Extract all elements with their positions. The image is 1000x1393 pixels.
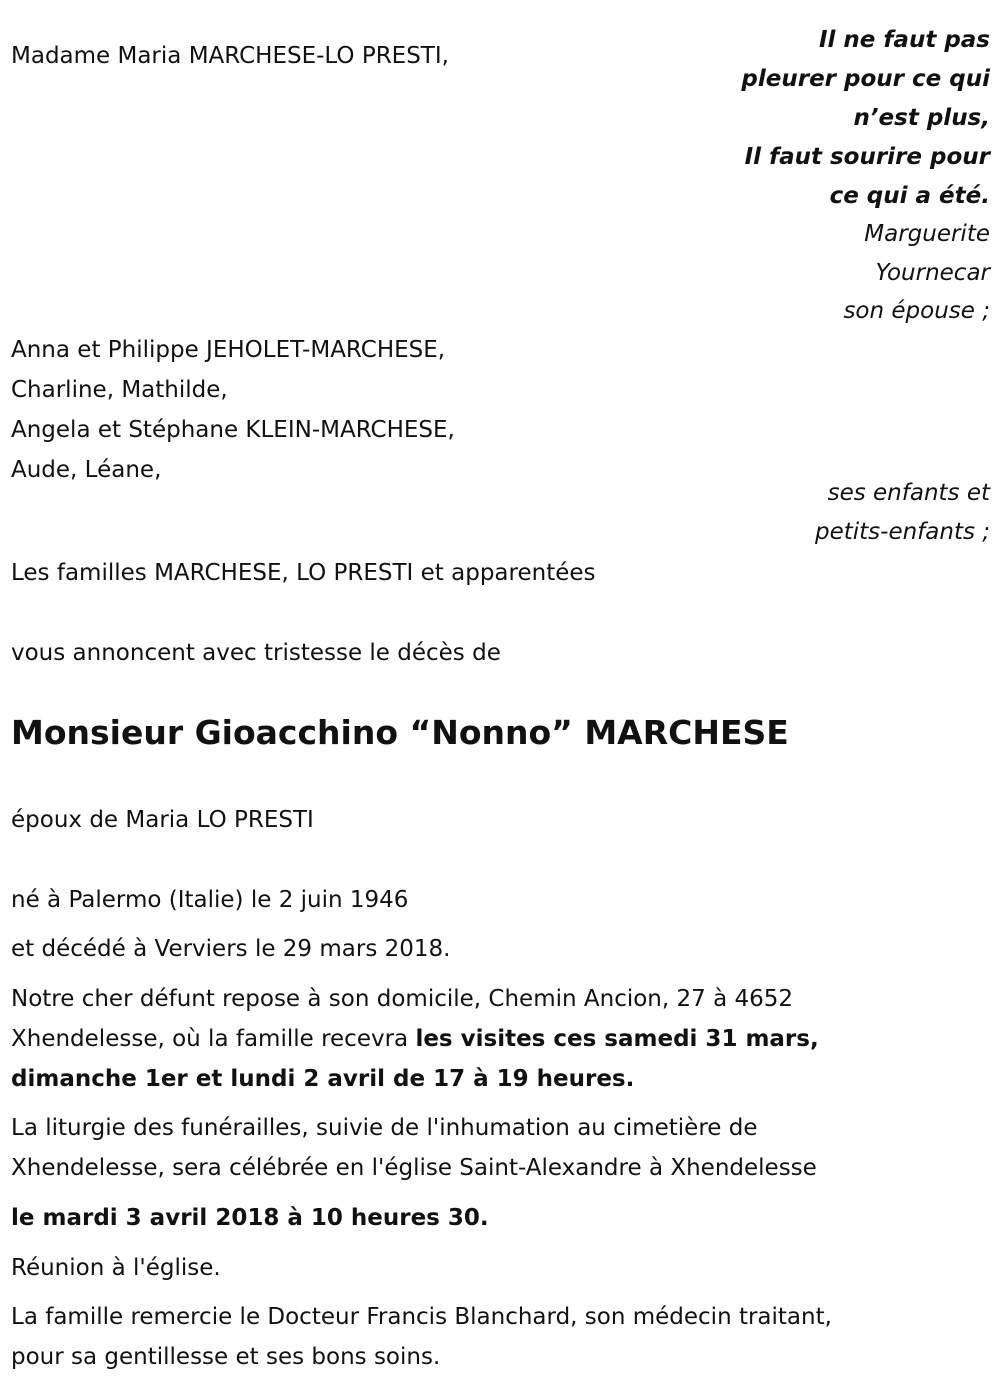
- liturgy-line: Xhendelesse, sera célébrée en l'église Saint-Alexandre à Xhendelesse: [11, 1155, 817, 1181]
- child-line: Aude, Léane,: [11, 457, 162, 483]
- spouse-relation: son épouse ;: [843, 298, 990, 324]
- visits-text: Xhendelesse, où la famille recevra: [11, 1026, 416, 1052]
- liturgy-date: le mardi 3 avril 2018 à 10 heures 30.: [11, 1205, 489, 1231]
- quote-line: Il faut sourire pour: [744, 144, 990, 170]
- child-line: Anna et Philippe JEHOLET-MARCHESE,: [11, 337, 446, 363]
- announcement: vous annoncent avec tristesse le décès de: [11, 640, 501, 666]
- visits-line: dimanche 1er et lundi 2 avril de 17 à 19 heures.: [11, 1066, 635, 1092]
- thanks-line: pour sa gentillesse et ses bons soins.: [11, 1344, 441, 1370]
- deceased-name: Monsieur Gioacchino “Nonno” MARCHESE: [11, 713, 789, 752]
- spouse-name: Madame Maria MARCHESE-LO PRESTI,: [11, 43, 449, 69]
- meeting: Réunion à l'église.: [11, 1255, 221, 1281]
- visits-bold: les visites ces samedi 31 mars,: [415, 1026, 819, 1052]
- husband-of: époux de Maria LO PRESTI: [11, 807, 314, 833]
- death: et décédé à Verviers le 29 mars 2018.: [11, 936, 451, 962]
- quote-line: pleurer pour ce qui: [741, 66, 990, 92]
- visits-line: Notre cher défunt repose à son domicile, Chemin Ancion, 27 à 4652: [11, 986, 794, 1012]
- birth: né à Palermo (Italie) le 2 juin 1946: [11, 887, 409, 913]
- liturgy-line: La liturgie des funérailles, suivie de l'inhumation au cimetière de: [11, 1115, 758, 1141]
- quote-line: n’est plus,: [853, 105, 990, 131]
- quote-author: Yournecar: [875, 260, 990, 286]
- quote-line: Il ne faut pas: [818, 27, 990, 53]
- child-line: Charline, Mathilde,: [11, 377, 228, 403]
- quote-author: Marguerite: [864, 221, 990, 247]
- visits-line: [11, 1024, 819, 1054]
- child-line: Angela et Stéphane KLEIN-MARCHESE,: [11, 417, 455, 443]
- children-relation: petits-enfants ;: [814, 519, 990, 545]
- thanks-line: La famille remercie le Docteur Francis Blanchard, son médecin traitant,: [11, 1304, 832, 1330]
- children-relation: ses enfants et: [827, 480, 990, 506]
- quote-line: ce qui a été.: [829, 183, 990, 209]
- families: Les familles MARCHESE, LO PRESTI et apparentées: [11, 560, 596, 586]
